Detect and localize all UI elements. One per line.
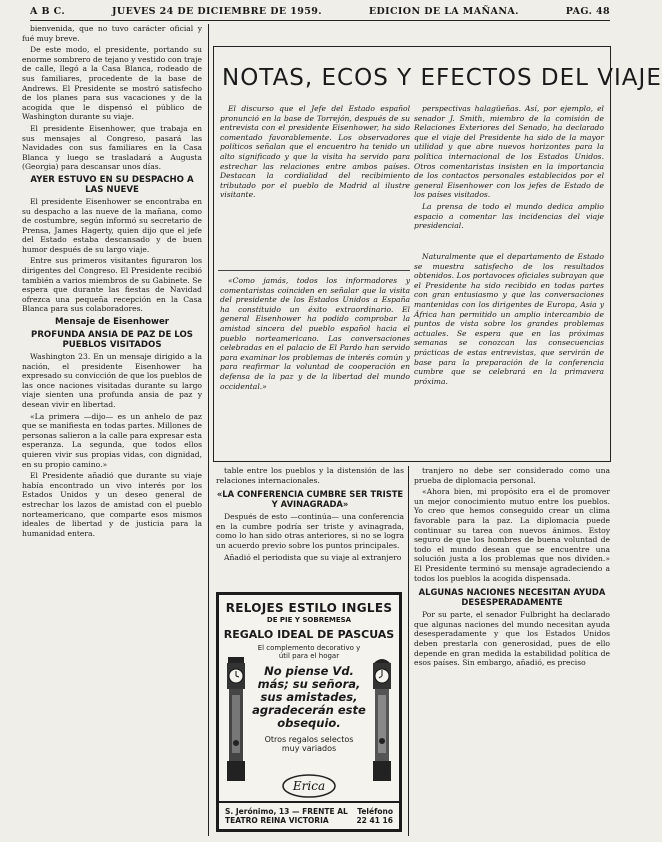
boxed-article-title: NOTAS, ECOS Y EFECTOS DEL VIAJE [222, 65, 662, 91]
column-rule [208, 24, 209, 836]
paragraph: Entre sus primeros visitantes figuraron los dirigentes del Congreso. El Presidente recibió también a varios miembros de su Gabinete. Se espera que durante las fiestas de Navidad ofrezca una pequeña recepción en la Casa Blanca para sus colaboradores. [22, 256, 202, 314]
paragraph: table entre los pueblos y la distensión de las relaciones internacionales. [216, 466, 404, 485]
ad-headline-2: REGALO IDEAL DE PASCUAS [223, 628, 395, 641]
paragraph: El presidente Eisenhower, que trabaja en sus mensajes al Congreso, pasará las Navidades con sus familiares en la Casa Blanca y luego se trasladará a Augusta (Georgia) para descansar unos días. [22, 123, 202, 172]
column-right-lower [414, 466, 610, 836]
section-heading: Mensaje de Eisenhower [54, 317, 170, 328]
grandfather-clock-icon [225, 655, 247, 785]
ad-other-gifts: Otros regalos selectos muy variados [264, 735, 354, 753]
column-rule [408, 466, 409, 836]
clock-advertisement [216, 592, 402, 832]
subheading: «LA CONFERENCIA CUMBRE SER TRISTE Y AVINAGRADA» [216, 489, 404, 510]
brand-logo-icon [279, 770, 339, 800]
ad-description: El complemento decorativo y útil para el hogar [257, 644, 361, 660]
paragraph: «Ahora bien, mi propósito era el de promover un mejor conocimiento mutuo entre los pueblos. Yo creo que hemos conseguido crear un clima favorable para la paz. La diplomacia puede continuar su tarea con nuevos ánimos. Estoy seguro de que los hombres de buena voluntad de todo el mundo desean que se encuentre una solución justa a los problemas que nos dividen.» El Presidente terminó su mensaje agradeciendo a todos los pueblos la acogida dispensada. [414, 487, 610, 583]
paragraph: La prensa de todo el mundo dedica amplio espacio a comentar las incidencias del viaje presidencial. [414, 201, 604, 231]
subheading: PROFUNDA ANSIA DE PAZ DE LOS PUEBLOS VISITADOS [31, 330, 193, 351]
subheading: AYER ESTUVO EN SU DESPACHO A LAS NUEVE [30, 174, 194, 195]
paragraph: perspectivas halagüeñas. Así, por ejemplo, el senador J. Smith, miembro de la comisión de Relaciones Exteriores del Senado, ha declarado que el viaje del Presidente ha sido de la mayor utilidad y que abre nuevos horizontes para la política internacional de los Estados Unidos. Otros comentaristas insisten en la importancia de los contactos personales establecidos por el general Eisenhower con los jefes de Estado de los países visitados. [414, 104, 604, 200]
ad-footer [219, 801, 399, 829]
ad-address: S. Jerónimo, 13 — FRENTE AL TEATRO REINA VICTORIA [225, 807, 348, 825]
subheading: ALGUNAS NACIONES NECESITAN AYUDA DESESPERADAMENTE [418, 587, 606, 608]
paragraph: Añadió el periodista que su viaje al extranjero [224, 552, 402, 562]
paragraph: tranjero no debe ser considerado como una prueba de diplomacia personal. [414, 466, 610, 485]
column-middle-lower [216, 466, 404, 588]
edition-label: EDICION DE LA MAÑANA. [368, 5, 519, 17]
ad-headline: RELOJES ESTILO INGLES [225, 601, 393, 615]
paragraph: Naturalmente que el departamento de Estado se muestra satisfecho de los resultados obtenidos. Los portavoces oficiales subrayan que el Presidente ha sido recibido en todas partes con gran entusiasmo y que las conversaciones mantenidas con los dirigentes de Europa, Asia y África han permitido un amplio intercambio de puntos de vista sobre los grandes problemas actuales. Se espera que en las próximas semanas se conozcan las consecuencias prácticas de estas entrevistas, que servirán de base para la preparación de la conferencia cumbre que se celebrará en la primavera próxima. [414, 252, 604, 386]
box-left-quote [220, 276, 410, 456]
paragraph: «La primera —dijo— es un anhelo de paz que se manifiesta en todas partes. Millones de personas salieron a la calle para expresar esta esperanza. La segunda, que todos ellos quieren vivir sus propias vidas, con dignidad, en su propio camino.» [22, 411, 202, 469]
page-number: PAG. 48 [565, 5, 610, 17]
paragraph: Washington 23. En un mensaje dirigido a la nación, el presidente Eisenhower ha expresado su convicción de que los pueblos de las once naciones visitadas durante su largo viaje sienten una profunda ansia de paz y desean vivir en libertad. [22, 352, 202, 409]
paper-name: A B C. [30, 5, 66, 17]
page-header [30, 4, 610, 18]
header-rule [30, 20, 610, 21]
paragraph: El discurso que el Jefe del Estado español pronunció en la base de Torrejón, después de su entrevista con el presidente Eisenhower, ha sido comentado favorablemente. Los observadores políticos señalan que el encuentro ha tenido un alto significado y que la visita ha servido para estrechar las relaciones entre ambos países. Destacan la cordialidad del recibimiento tributado por el pueblo de Madrid al ilustre visitante. [220, 104, 410, 200]
ad-slogan: No piense Vd. más; su señora, sus amistades, agradecerán este obsequio. [252, 664, 366, 730]
paragraph: El Presidente añadió que durante su viaje había encontrado un vivo interés por los Estados Unidos y un deseo general de estrechar los lazos de amistad con el pueblo norteamericano, que comparte esos mismos ideales de libertad y de justicia para la humanidad entera. [22, 471, 202, 538]
quote-separator [218, 270, 410, 271]
paragraph: Después de esto —continúa— una conferencia en la cumbre podría ser triste y avinagrada, como lo han sido otras anteriores, si no se logra un acuerdo previo sobre los puntos principales. [216, 512, 404, 550]
grandfather-clock-icon [371, 655, 393, 785]
column-left [22, 24, 202, 836]
paragraph: Por su parte, el senador Fulbright ha declarado que algunas naciones del mundo necesitan ayuda desesperadamente y que los Estados Unidos deben prestarla con generosidad, pues de ello depende en gran medida la estabilidad política de esos países. Sin embargo, añadió, es preciso [414, 610, 610, 668]
box-right-normal [414, 252, 604, 456]
brand-name: Erica [292, 779, 326, 793]
box-right-italic [414, 104, 604, 244]
ad-phone: Teléfono 22 41 16 [356, 807, 393, 825]
issue-date: JUEVES 24 DE DICIEMBRE DE 1959. [112, 5, 322, 17]
paragraph: bienvenida, que no tuvo carácter oficial y fué muy breve. [22, 24, 202, 43]
paragraph: El presidente Eisenhower se encontraba en su despacho a las nueve de la mañana, como de costumbre, según informó su secretario de Prensa, James Hagerty, quien dijo que el jefe del Estado estaba descansado y de buen humor después de su largo viaje. [22, 196, 202, 254]
box-left-italic [220, 104, 410, 268]
ad-subheadline: DE PIE Y SOBREMESA [266, 616, 352, 624]
quote: «Como jamás, todos los informadores y comentaristas coinciden en señalar que la visita del presidente de los Estados Unidos a España ha constituido un éxito extraordinario. El general Eisenhower ha podido comprobar la amistad sincera del pueblo español hacia el pueblo norteamericano. Las conversaciones celebradas en el palacio de El Pardo han servido para examinar los problemas de interés común y para reafirmar la voluntad de cooperación en defensa de la paz y de la libertad del mundo occidental.» [220, 276, 410, 391]
paragraph: De este modo, el presidente, portando su enorme sombrero de tejano y vestido con traje de calle, llegó a la Casa Blanca, rodeado de sus familiares, procedente de la base de Andrews. El Presidente se mostró satisfecho de los planes para sus vacaciones y de la acogida que le dispensó el público de Washington durante su viaje. [22, 45, 202, 122]
